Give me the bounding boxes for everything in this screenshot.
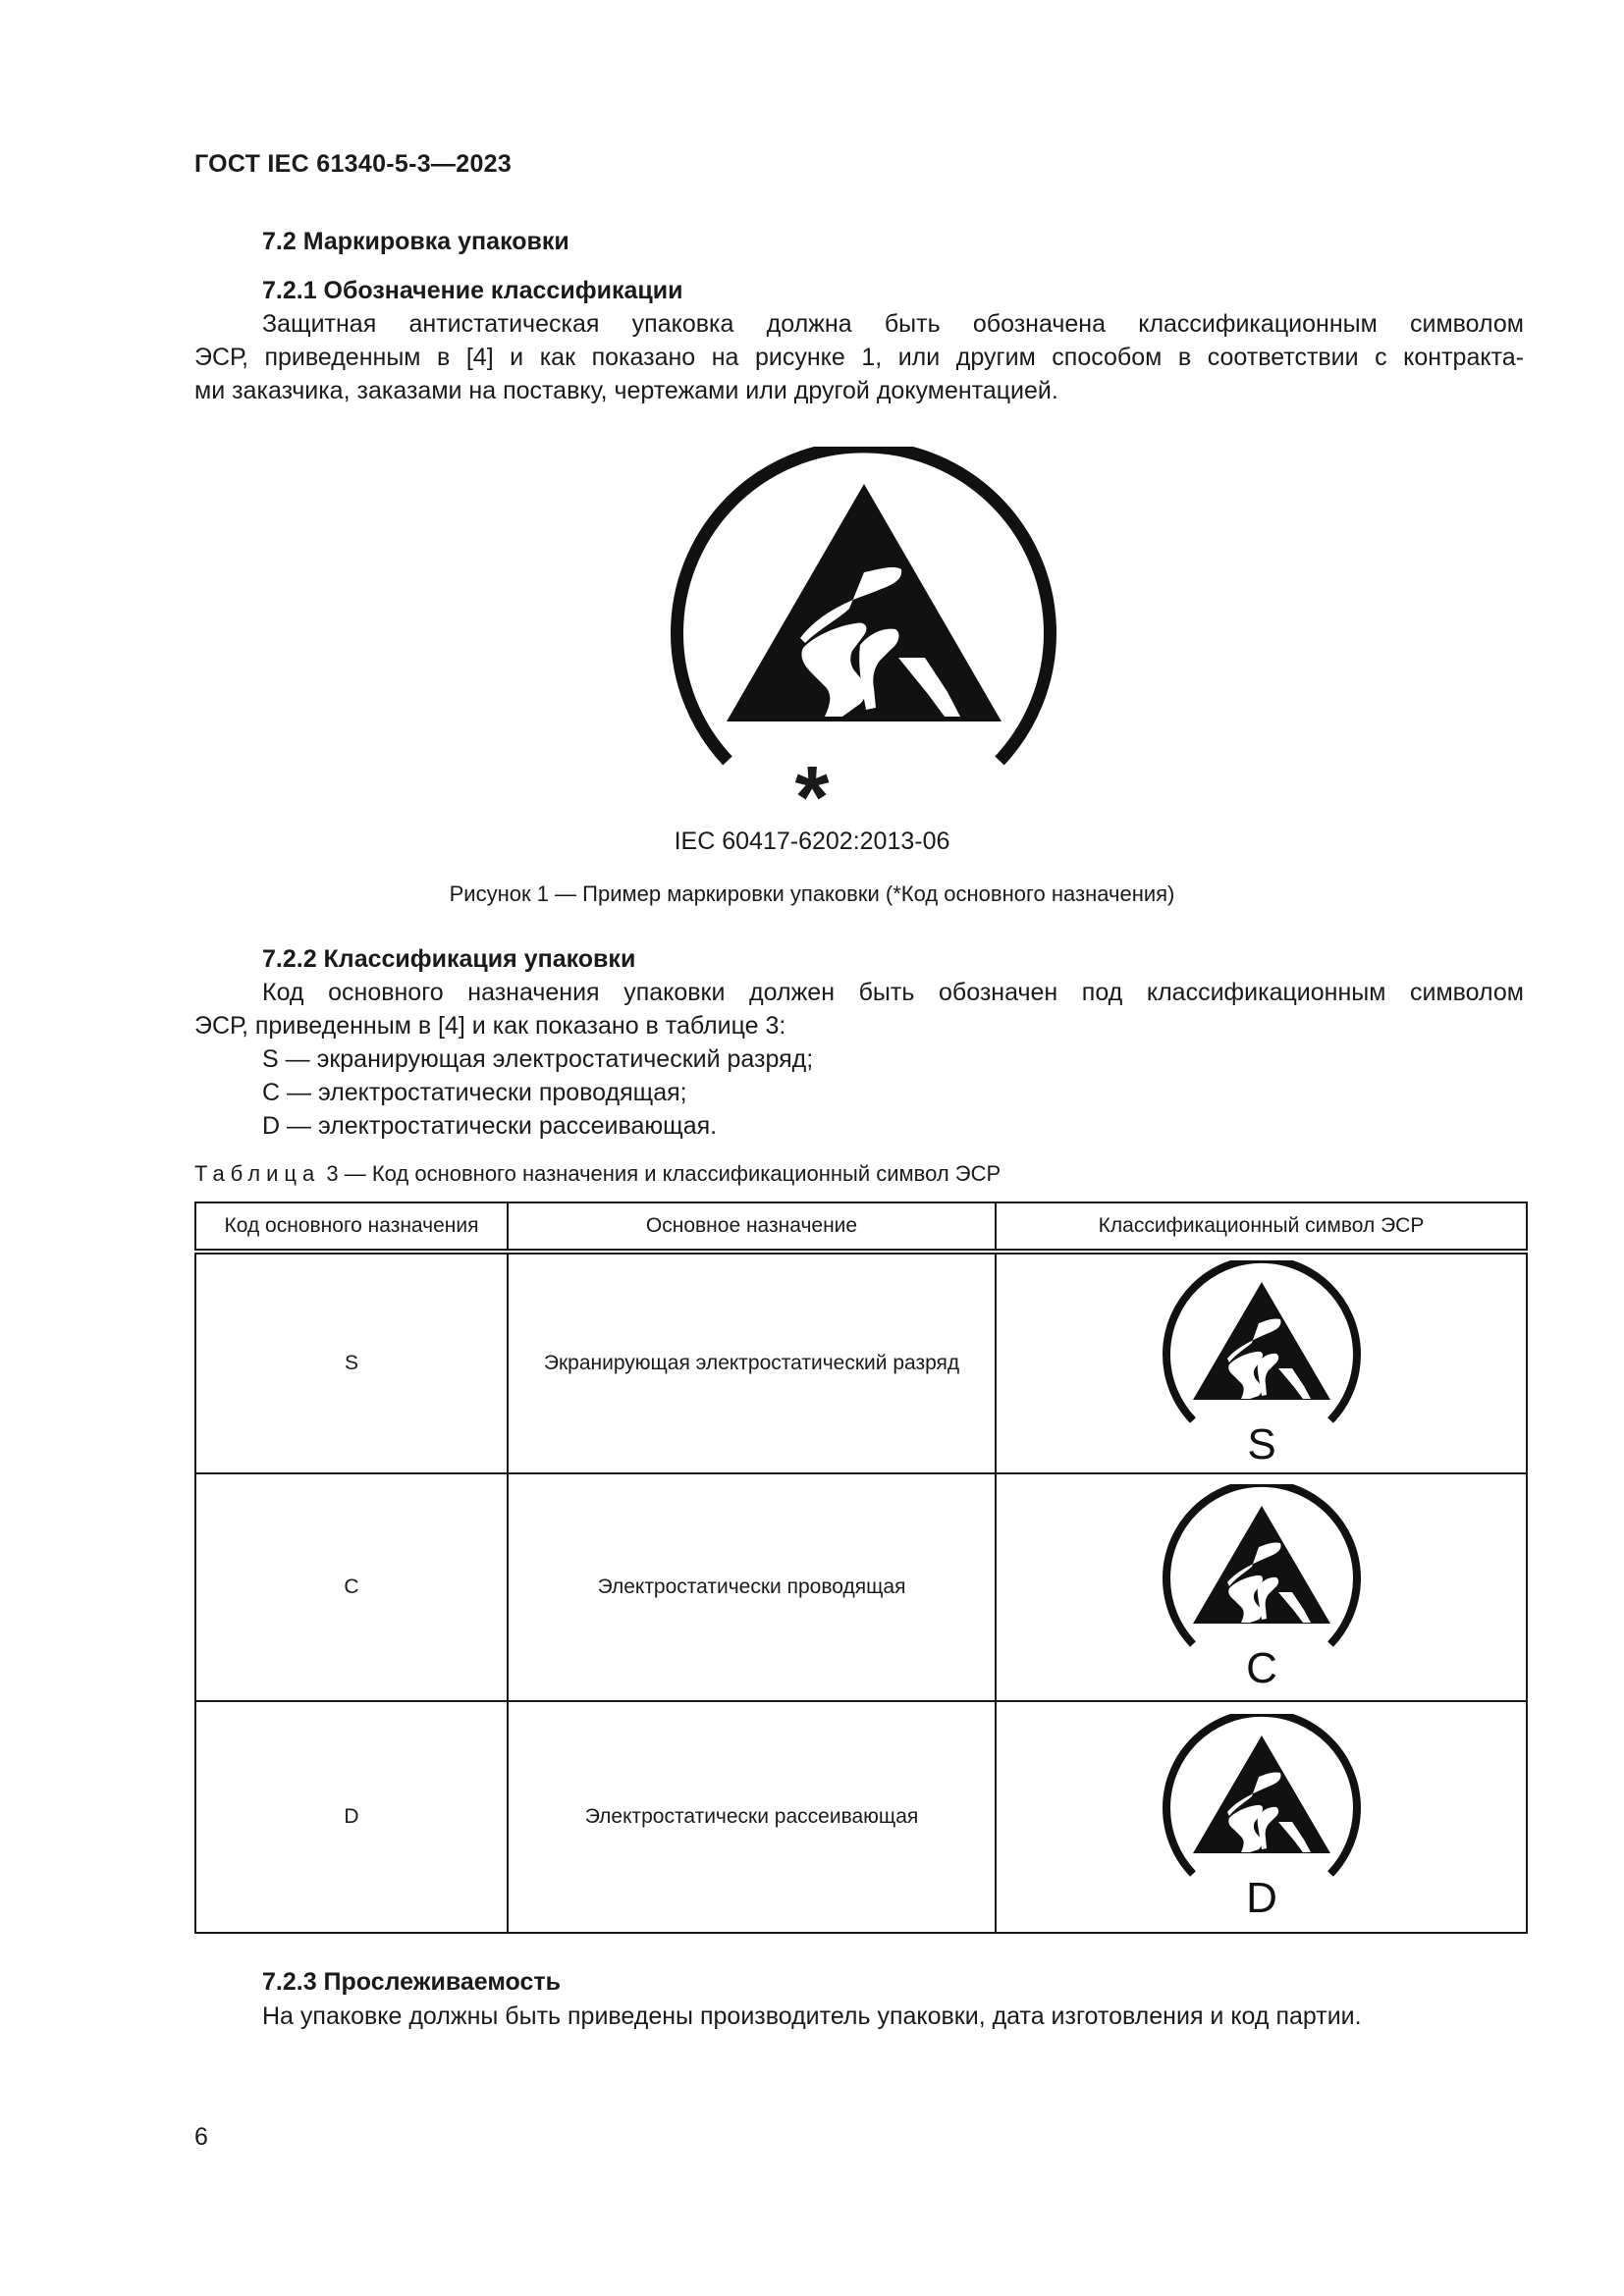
section-7-2-2-line-2: ЭСР, приведенным в [4] и как показано в таблице 3: [194, 1012, 786, 1040]
cell-symbol [996, 1701, 1527, 1933]
section-7-2-2-title: 7.2.2 Классификация упаковки [262, 945, 636, 973]
section-7-2-1-line-2: ЭСР, приведенным в [4] и как показано на рисунке 1, или другим способом в соответствии с контракта- [194, 344, 1524, 371]
figure-standard-label: IEC 60417-6202:2013-06 [674, 828, 950, 855]
table-caption-label: Таблица [194, 1161, 321, 1186]
table-row [195, 1473, 1527, 1701]
header-purpose: Основное назначение [508, 1202, 996, 1252]
list-item-d: D — электростатически рассеивающая. [262, 1112, 718, 1140]
esd-symbol-icon [1159, 1484, 1365, 1690]
list-item-s: S — экранирующая электростатический разряд; [262, 1045, 814, 1073]
cell-code: D [195, 1701, 508, 1933]
purpose-text: Экранирующая электростатический разряд [543, 1352, 960, 1374]
esd-symbol-icon [1159, 1260, 1365, 1467]
table-caption-text: 3 — Код основного назначения и классификационный символ ЭСР [326, 1161, 1001, 1186]
cell-purpose: Электростатически рассеивающая [508, 1701, 996, 1933]
page-number: 6 [194, 2123, 208, 2151]
section-7-2-2-line-1: Код основного назначения упаковки должен быть обозначен под классификационным символом [262, 979, 1524, 1006]
cell-symbol [996, 1473, 1527, 1701]
figure-1-caption: Рисунок 1 — Пример маркировки упаковки (*Код основного назначения) [449, 881, 1175, 906]
cell-purpose: Электростатически проводящая [508, 1473, 996, 1701]
purpose-code-mark: * [794, 749, 830, 847]
symbol-letter: S [1246, 1420, 1276, 1467]
section-7-2-3-title: 7.2.3 Прослеживаемость [262, 1968, 561, 1996]
symbol-letter: C [1245, 1644, 1277, 1690]
section-7-2-1-line-3: ми заказчика, заказами на поставку, чертежами или другой документацией. [194, 377, 1058, 404]
document-header: ГОСТ IEC 61340-5-3—2023 [194, 150, 513, 178]
table-header-row [195, 1202, 1527, 1252]
table-row [195, 1252, 1527, 1473]
section-7-2-title: 7.2 Маркировка упаковки [262, 228, 569, 255]
list-item-c: C — электростатически проводящая; [262, 1079, 687, 1106]
esd-classification-table [194, 1201, 1528, 1934]
table-3-caption [194, 1161, 1001, 1187]
header-code: Код основного назначения [195, 1202, 508, 1252]
cell-symbol [996, 1252, 1527, 1473]
table-row [195, 1701, 1527, 1933]
section-7-2-3-text: На упаковке должны быть приведены производитель упаковки, дата изготовления и код партии. [262, 2002, 1362, 2030]
section-7-2-1-line-1: Защитная антистатическая упаковка должна быть обозначена классификационным символом [262, 310, 1524, 338]
section-7-2-1-title: 7.2.1 Обозначение классификации [262, 277, 683, 304]
cell-code: S [195, 1252, 508, 1473]
esd-symbol-icon [1159, 1714, 1365, 1920]
cell-purpose [508, 1252, 996, 1473]
header-symbol: Классификационный символ ЭСР [996, 1202, 1527, 1252]
symbol-letter: D [1245, 1874, 1277, 1920]
cell-code: C [195, 1473, 508, 1701]
